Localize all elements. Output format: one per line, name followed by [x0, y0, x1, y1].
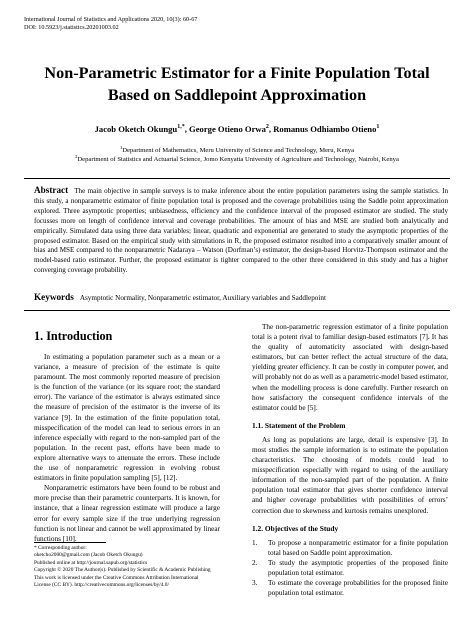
list-number: 1. — [252, 538, 258, 547]
footnote-license: This work is licensed under the Creative Commons Attribution International — [34, 574, 199, 581]
footnote-published: Published online at http://journal.sapub.org/statistics — [34, 559, 148, 566]
list-item — [252, 578, 448, 598]
list-item — [252, 538, 448, 558]
list-text: To propose a nonparametric estimator for a finite population total based on Saddle point approximation. — [268, 538, 448, 557]
title-line-1: Non-Parametric Estimator for a Finite Population Total — [44, 64, 430, 82]
list-text: To study the asymptotic properties of the proposed finite population total estimator. — [268, 558, 448, 577]
author-sup: 2 — [265, 124, 269, 131]
affiliation — [24, 155, 450, 164]
list-item — [252, 558, 448, 578]
author-name: George Otieno Orwa — [189, 124, 266, 134]
list-number: 2. — [252, 558, 258, 567]
right-column — [252, 322, 448, 598]
affiliation-text: Department of Mathematics, Meru University of Science and Technology, Meru, Kenya — [122, 147, 355, 154]
affiliation — [24, 146, 450, 155]
subsection-heading-statement: 1.1. Statement of the Problem — [252, 420, 346, 430]
author-sep: , — [184, 124, 190, 134]
author-sup: 1,* — [177, 124, 185, 131]
right-paragraph-1: The non-parametric regression estimator of a finite population total is a potent rival to familiar design-based estimators [7]. It has the quality of automaticity associated with design-based estimators, but can better reflect the actual structure of the data, yielding greater efficiency. It can be costly in computer power, and will probably not do as well as a parametric-model based estimator, when the modelling process is done carefully. Further research on how satisfactory the consequent confidence intervals of the estimator could be [5]. — [252, 323, 449, 412]
author-sup: 1 — [376, 124, 380, 131]
intro-paragraph-2: Nonparametric estimators have been found to be robust and more precise than their parametric counterparts. It is known, for instance, that a linear regression estimate will produce a large error for every sample size if the true underlying regression function is not linear and cannot be well approximated by linear functions [10]. — [34, 484, 220, 543]
author-sep: , — [268, 124, 274, 134]
footnote — [34, 545, 224, 589]
affiliation-text: Department of Statistics and Actuarial Science, Jomo Kenyatta University of Agriculture and Technology, Nairobi, Kenya — [77, 156, 399, 163]
subsection-heading-objectives: 1.2. Objectives of the Study — [252, 523, 339, 533]
title-line-2: Based on Saddlepoint Approximation — [107, 86, 367, 104]
abstract — [34, 186, 448, 276]
section-heading-introduction: 1. Introduction — [34, 329, 113, 343]
footnote-license-url: License (CC BY). http://creativecommons.org/licenses/by/4.0/ — [34, 582, 169, 589]
journal-header — [24, 16, 197, 32]
list-text: To estimate the coverage probabilities for the proposed finite population total estimator. — [268, 578, 448, 598]
author-list — [24, 124, 450, 134]
affiliations — [24, 146, 450, 164]
author-name: Romanus Odhiambo Otieno — [273, 124, 377, 134]
bottom-divider — [24, 310, 450, 311]
abstract-label: Abstract — [34, 185, 69, 195]
affiliation-sup: 1 — [119, 144, 123, 150]
top-divider — [24, 178, 450, 179]
abstract-text: The main objective in sample surveys is to make inference about the entire population parameters using the sample statistics. In this study, a nonparametric estimator of finite population total is proposed and the coverage probabilities using the Saddle point approximation explored. Three asymptotic properties; unbiasedness, efficiency and the confidence interval of the proposed estimator are studied. The study focusses more on length of confidence interval and coverage probabilities. The amount of bias and MSE are studied both analytically and empirically. Simulated data using three data variables; linear, quadratic and exponential are generated to study the asymptotic properties of the proposed estimator. Based on the empirical study with simulations in R, the proposed estimator resulted into a comparatively smaller amount of bias and MSE compared to the nonparametric Nadaraya – Watson (Dorfman’s) estimator, the design-based Horvitz-Thompson estimator and the model-based ratio estimator. Further, the proposed estimator is tighter compared to the other three considered in this study and has a higher converging coverage probability. — [34, 187, 448, 275]
right-paragraph-2: As long as populations are large, detail is expensive [3]. In most studies the sample information is to estimate the population characteristics. The choosing of models could lead to misspecification especially with regard to using of the auxiliary information of the non-sampled part of the population. A finite population total estimator that gives shorter confidence interval and higher coverage probabilities with possibilities of errors’ correction due to skewness and kurtosis remains unexplored. — [252, 435, 448, 515]
affiliation-sup: 2 — [75, 153, 78, 159]
intro-paragraph-1: In estimating a population parameter such as a mean or a variance, a measure of precision of the estimate is quite paramount. The most commonly reported measure of precision is the function of the variance (or its square root; the standard error). The variance of the estimator is always estimated since the measure of precision of the estimator is the inverse of its variance [9]. In the estimation of the finite population total, misspecification of the model can lead to serious errors in an inference especially with regard to the non-sampled part of the population. In the recent past, efforts have been made to explore alternative ways to attenuate the errors. These include the use of nonparametric regression in evolving robust estimators in finite population sampling [5], [12]. — [34, 353, 220, 483]
left-column — [34, 328, 220, 544]
paper-title — [24, 62, 450, 106]
footnote-corresponding: * Corresponding author: — [34, 545, 87, 551]
list-number: 3. — [252, 578, 258, 587]
author-name: Jacob Oketch Okungu — [94, 124, 178, 134]
footnote-email: oketcho2000@gmail.com (Jacob Oketch Okungu) — [34, 552, 143, 559]
keywords-text: Asymptotic Normality, Nonparametric estimator, Auxiliary variables and Saddlepoint — [79, 294, 326, 302]
keywords — [34, 292, 448, 303]
keywords-label: Keywords — [34, 292, 74, 302]
footnote-rule — [34, 542, 106, 543]
footnote-copyright: Copyright © 2020 The Author(s). Published by Scientific & Academic Publishing — [34, 567, 211, 574]
objectives-list — [252, 538, 448, 599]
journal-line: International Journal of Statistics and Applications 2020, 10(3): 60-67 — [24, 16, 198, 23]
doi-line: DOI: 10.5923/j.statistics.20201003.02 — [24, 24, 119, 31]
